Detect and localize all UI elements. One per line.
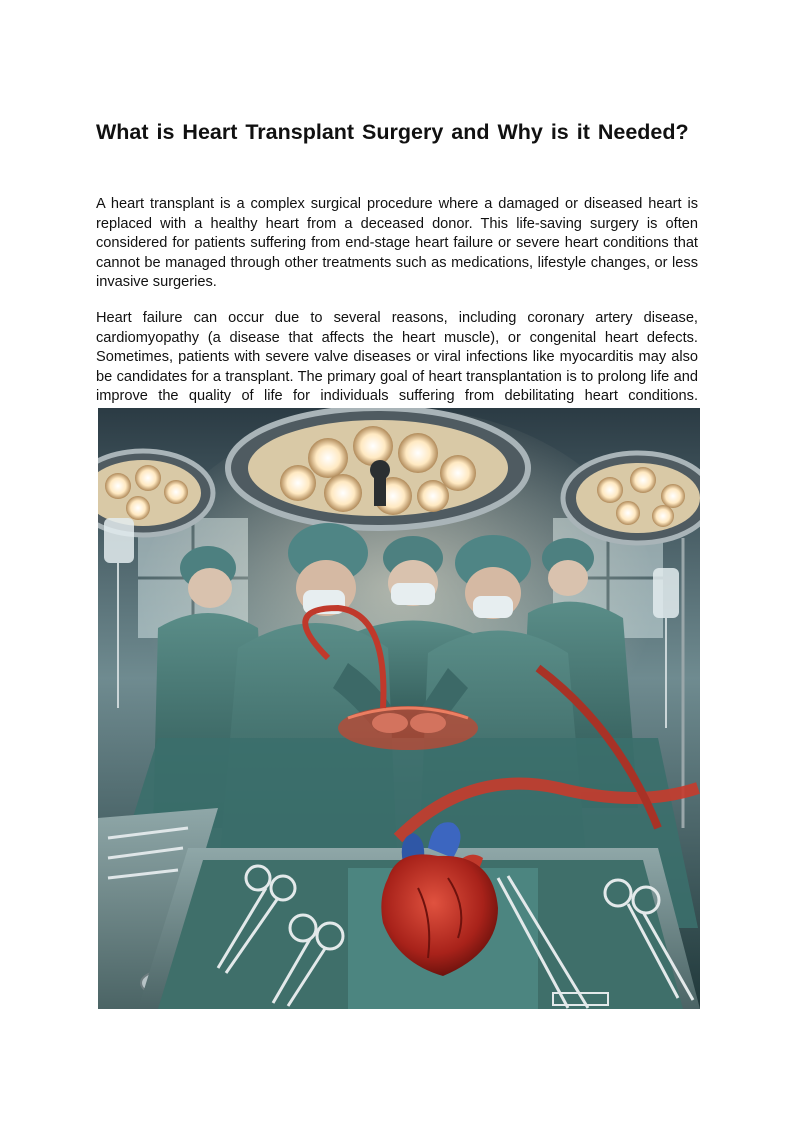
surgical-light-center xyxy=(228,408,528,528)
surgery-illustration xyxy=(98,408,700,1009)
surgical-light-right xyxy=(563,453,700,543)
causes-paragraph: Heart failure can occur due to several reasons, including coronary artery disease, cardiomyopathy (a disease that affects the heart muscle), or congenital heart defects. Sometimes, patients with severe valve diseases or viral infections like myocarditis may also be candidates for a transplant. The primary goal of heart transplantation is to prolong life and improve the quality of life for individuals suffering from debilitating heart conditions. xyxy=(96,310,698,404)
intro-paragraph: A heart transplant is a complex surgical procedure where a damaged or diseased heart is replaced with a healthy heart from a deceased donor. This life-saving surgery is often considered for patients suffering from end-stage heart failure or severe heart conditions that cannot be managed through other treatments such as medications, lifestyle changes, or less invasive surgeries. xyxy=(96,196,698,290)
article-title: What is Heart Transplant Surgery and Why is it Needed? xyxy=(96,120,689,144)
